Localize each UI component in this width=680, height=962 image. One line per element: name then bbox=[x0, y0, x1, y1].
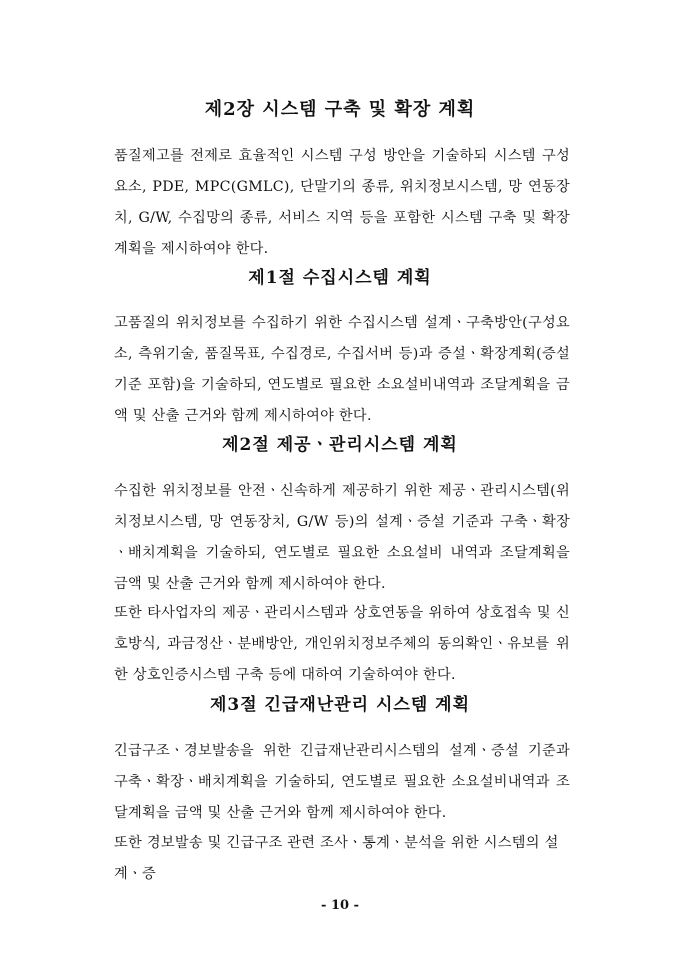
section-3-paragraph-1: 긴급구조ㆍ경보발송을 위한 긴급재난관리시스템의 설계ㆍ증설 기준과 구축ㆍ확장ㆍ배치계획을 기술하되, 연도별로 필요한 소요설비내역과 조달계획을 금액 및 산출 근거와 함께 제시하여야 한다. bbox=[114, 743, 570, 821]
chapter-intro-paragraph: 품질제고를 전제로 효율적인 시스템 구성 방안을 기술하되 시스템 구성요소, PDE, MPC(GMLC), 단말기의 종류, 위치정보시스템, 망 연동장치, G/W, 수집망의 종류, 서비스 지역 등을 포함한 시스템 구축 및 확장 계획을 제시하여야 한다. bbox=[114, 148, 570, 257]
section-2-paragraph-2: 또한 타사업자의 제공ㆍ관리시스템과 상호연동을 위하여 상호접속 및 신호방식, 과금정산ㆍ분배방안, 개인위치정보주체의 동의확인ㆍ유보를 위한 상호인증시스템 구축 등에 대하여 기술하여야 한다. bbox=[114, 605, 570, 683]
page-number: - 10 - bbox=[321, 898, 359, 913]
chapter-title: 제2장 시스템 구축 및 확장 계획 bbox=[204, 99, 476, 120]
section-3-paragraph-2: 또한 경보발송 및 긴급구조 관련 조사ㆍ통계ㆍ분석을 위한 시스템의 설계ㆍ증 bbox=[114, 835, 559, 882]
section-2-paragraph-1: 수집한 위치정보를 안전ㆍ신속하게 제공하기 위한 제공ㆍ관리시스템(위치정보시스템, 망 연동장치, G/W 등)의 설계ㆍ증설 기준과 구축ㆍ확장ㆍ배치계획을 기술하되, 연도별로 필요한 소요설비 내역과 조달계획을 금액 및 산출 근거와 함께 제시하여야 한다. bbox=[114, 483, 570, 592]
section-3-title: 제3절 긴급재난관리 시스템 계획 bbox=[209, 695, 471, 715]
section-1-paragraph-1: 고품질의 위치정보를 수집하기 위한 수집시스템 설계ㆍ구축방안(구성요소, 측위기술, 품질목표, 수집경로, 수집서버 등)과 증설ㆍ확장계획(증설기준 포함)을 기술하되, 연도별로 필요한 소요설비내역과 조달계획을 금액 및 산출 근거와 함께 제시하여야 한다. bbox=[114, 315, 570, 424]
section-1-title: 제1절 수집시스템 계획 bbox=[248, 268, 432, 288]
section-2-title: 제2절 제공ㆍ관리시스템 계획 bbox=[222, 435, 458, 455]
